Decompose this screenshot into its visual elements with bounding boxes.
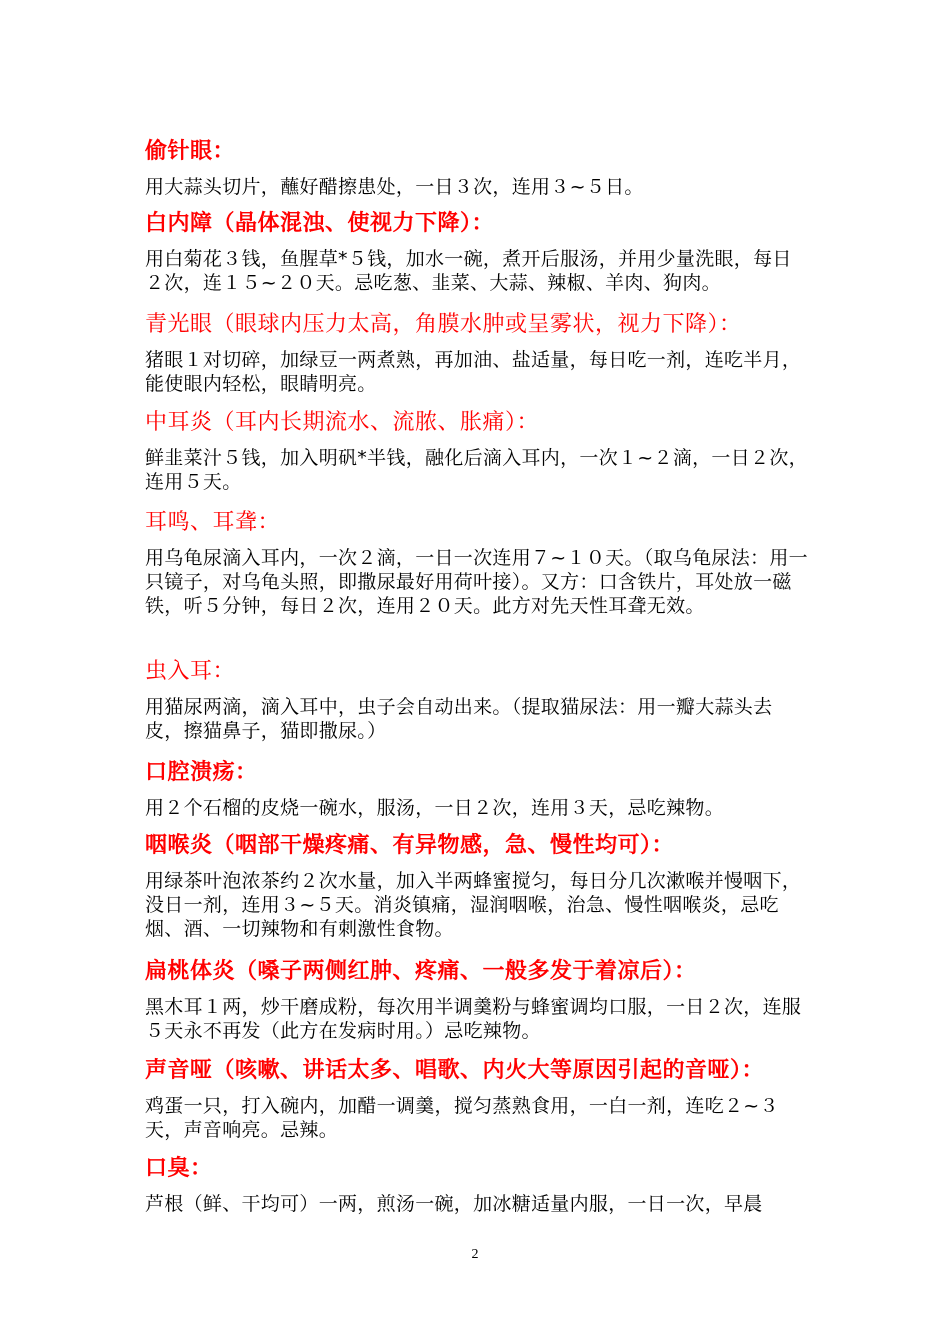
entry-text: 鲜韭菜汁５钱，加入明矾*半钱，融化后滴入耳内，一次１~２滴，一日２次，连用５天。 <box>145 447 808 493</box>
entry-otitis-media <box>145 408 810 494</box>
entry-text: 用２个石榴的皮烧一碗水，服汤，一日２次，连用３天，忌吃辣物。 <box>145 797 725 819</box>
entry-text: 用绿茶叶泡浓茶约２次水量，加入半两蜂蜜搅匀，每日分几次漱喉并慢咽下，没日一剂，连用３~５天。消炎镇痛，湿润咽喉，治急、慢性咽喉炎，忌吃烟、酒、一切辣物和有刺激性食物。 <box>145 870 802 940</box>
entry-text: 用大蒜头切片，蘸好醋擦患处，一日３次，连用３~５日。 <box>145 176 644 198</box>
entry-title: 虫入耳： <box>145 659 236 684</box>
entry-bad-breath <box>145 1154 810 1216</box>
entry-glaucoma <box>145 310 810 396</box>
entry-tonsillitis <box>145 957 810 1043</box>
entry-text: 猪眼１对切碎，加绿豆一两煮熟，再加油、盐适量，每日吃一剂，连吃半月，能使眼内轻松，眼睛明亮。 <box>145 349 802 395</box>
entry-title: 耳鸣、耳聋： <box>145 510 281 535</box>
entry-mouth-ulcer <box>145 758 810 820</box>
entry-title: 偷针眼： <box>145 139 236 164</box>
entry-pharyngitis <box>145 831 810 941</box>
entry-title: 口臭： <box>145 1156 213 1181</box>
entry-text: 用猫尿两滴，滴入耳中，虫子会自动出来。（提取猫尿法：用一瓣大蒜头去皮，擦猫鼻子，猫即撒尿。） <box>145 696 773 742</box>
entry-title: 扁桃体炎（嗓子两侧红肿、疼痛、一般多发于着凉后）： <box>145 959 697 984</box>
entry-hoarse-voice <box>145 1056 810 1142</box>
entry-insect-in-ear <box>145 657 810 743</box>
page-number: 2 <box>471 1247 479 1262</box>
entry-title: 咽喉炎（咽部干燥疼痛、有异物感，急、慢性均可）： <box>145 833 675 858</box>
entry-title: 声音哑（咳嗽、讲话太多、唱歌、内火大等原因引起的音哑）： <box>145 1058 765 1083</box>
entry-tinnitus <box>145 508 810 618</box>
entry-title: 中耳炎（耳内长期流水、流脓、胀痛）： <box>145 410 540 435</box>
entry-title: 口腔溃疡： <box>145 760 258 785</box>
entry-text: 用白菊花３钱，鱼腥草*５钱，加水一碗，煮开后服汤，并用少量洗眼，每日２次，连１５~２０天。忌吃葱、韭菜、大蒜、辣椒、羊肉、狗肉。 <box>145 248 792 294</box>
entry-title: 白内障（晶体混浊、使视力下降）： <box>145 211 495 236</box>
entry-text: 芦根（鲜、干均可）一两，煎汤一碗，加冰糖适量内服，一日一次，早晨 <box>145 1193 763 1215</box>
entry-text: 用乌龟尿滴入耳内，一次２滴，一日一次连用７~１０天。（取乌龟尿法：用一只镜子，对乌龟头照，即撒尿最好用荷叶接）。又方：口含铁片，耳处放一磁铁，听５分钟，每日２次，连用２０天。此方对先天性耳聋无效。 <box>145 547 808 617</box>
entry-cataract <box>145 209 810 295</box>
entry-stye <box>145 137 810 199</box>
entry-text: 黑木耳１两，炒干磨成粉，每次用半调羹粉与蜂蜜调均口服，一日２次，连服５天永不再发（此方在发病时用。）忌吃辣物。 <box>145 996 802 1042</box>
entry-text: 鸡蛋一只，打入碗内，加醋一调羹，搅匀蒸熟食用，一白一剂，连吃２~３天，声音响亮。忌辣。 <box>145 1095 779 1141</box>
entry-title: 青光眼（眼球内压力太高，角膜水肿或呈雾状，视力下降）： <box>145 312 742 337</box>
